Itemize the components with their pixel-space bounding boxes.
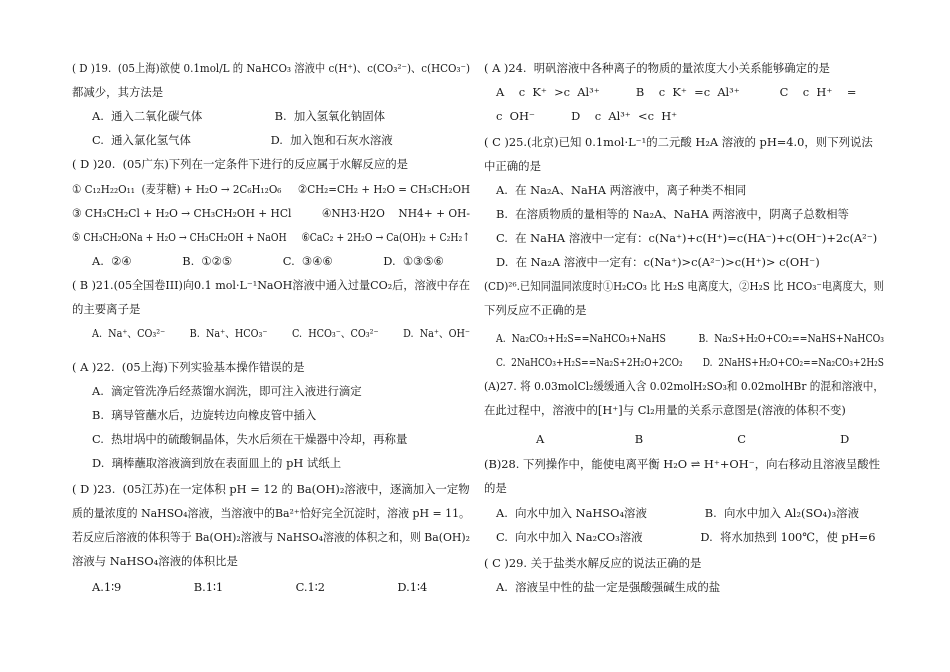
text-line — [72, 301, 140, 317]
text-line-content: C. 向水中加入 Na₂CO₃溶液 D. 将水加热到 100℃，使 pH=6 — [496, 530, 876, 544]
text-line-content: C. 2NaHCO₃+H₂S==Na₂S+2H₂O+2CO₂ D. 2NaHS+H₂O+CO₂==Na₂CO₃+2H₂S — [496, 355, 884, 369]
text-line — [496, 579, 720, 595]
text-line — [72, 229, 558, 245]
text-line — [484, 555, 701, 571]
text-line — [496, 108, 677, 124]
text-line — [496, 84, 856, 100]
text-line-content: 下列反应不正确的是 — [484, 303, 587, 317]
text-line-content: A. 滴定管洗净后经蒸馏水润洗，即可注入液进行滴定 — [92, 384, 362, 398]
text-line — [496, 230, 877, 246]
text-line-content: 中正确的是 — [484, 159, 541, 173]
text-line-content: C. 通入氯化氢气体 D. 加入饱和石灰水溶液 — [92, 133, 393, 147]
text-line-content: C. 热坩埚中的硫酸铜晶体，失水后须在干燥器中冷却，再称量 — [92, 432, 408, 446]
text-line-content: ① C₁₂H₂₂O₁₁ (麦芽糖) + H₂O → 2C₆H₁₂O₆ ②CH₂=CH₂ + H₂O = CH₃CH₂OH — [72, 182, 470, 196]
text-line — [72, 156, 408, 172]
text-line-content: ( A )22. (05上海)下列实验基本操作错误的是 — [72, 360, 305, 374]
text-line — [72, 60, 512, 76]
text-line — [72, 529, 489, 545]
text-line — [92, 383, 362, 399]
text-line-content: A. ②④ B. ①②⑤ C. ③④⑥ D. ①③⑤⑥ — [92, 254, 444, 268]
text-line-content: ( D )19. (05上海)欲使 0.1mol/L 的 NaHCO₃ 溶液中 c(H⁺)、c(CO₃²⁻)、c(HCO₃⁻) — [72, 61, 471, 75]
text-line-content: A. Na₂CO₃+H₂S==NaHCO₃+NaHS B. Na₂S+H₂O+CO₂==NaHS+NaHCO₃ — [496, 331, 884, 345]
text-line — [496, 254, 820, 270]
text-line-content: A. 通入二氧化碳气体 B. 加入氢氧化钠固体 — [92, 109, 385, 123]
text-line — [72, 277, 480, 293]
text-line-content: A. Na⁺、CO₃²⁻ B. Na⁺、HCO₃⁻ C. HCO₃⁻、CO₃²⁻ D. Na⁺、OH⁻ — [92, 326, 471, 340]
text-line-content: ( C )25.(北京)已知 0.1mol·L⁻¹的二元酸 H₂A 溶液的 pH=4.0，则下列说法 — [484, 135, 873, 149]
text-line — [72, 553, 238, 569]
text-line-content: D. 璃棒蘸取溶液滴到放在表面皿上的 pH 试纸上 — [92, 456, 342, 470]
text-line — [496, 182, 746, 198]
text-line-content: 质的量浓度的 NaHSO₄溶液，当溶液中的Ba²⁺恰好完全沉淀时，溶液 pH = 11。 — [72, 506, 470, 520]
text-line-content: B. 璃导管蘸水后，边旋转边向橡皮管中插入 — [92, 408, 317, 422]
text-line — [496, 354, 950, 370]
text-line-content: ⑤ CH₃CH₂ONa + H₂O → CH₃CH₂OH + NaOH ⑥CaC₂ + 2H₂O → Ca(OH)₂ + C₂H₂↑ — [72, 230, 471, 244]
text-line — [484, 456, 880, 472]
text-line — [496, 505, 859, 521]
text-line-content: A. 在 Na₂A、NaHA 两溶液中，离子种类不相同 — [496, 183, 747, 197]
text-line — [484, 302, 587, 318]
text-line-content: ( C )29. 关于盐类水解反应的说法正确的是 — [484, 556, 702, 570]
text-line — [72, 505, 487, 521]
text-line-content: A c K⁺ >c Al³⁺ B c K⁺ =c Al³⁺ C c H⁺ = — [496, 85, 857, 99]
text-line — [484, 378, 914, 394]
text-line-content: ③ CH₃CH₂Cl + H₂O → CH₃CH₂OH + HCl ④NH3·H2O NH4+ + OH- — [72, 206, 470, 220]
text-line-content: D. 在 Na₂A 溶液中一定有：c(Na⁺)>c(A²⁻)>c(H⁺)> c(OH⁻) — [496, 255, 820, 269]
text-line — [72, 205, 498, 221]
text-line-content: ( A )24. 明矾溶液中各种离子的物质的量浓度大小关系能够确定的是 — [484, 61, 830, 75]
text-line — [72, 84, 163, 100]
text-line — [496, 206, 849, 222]
text-line-content: A B C D — [536, 432, 850, 446]
text-line — [484, 158, 541, 174]
text-line-content: (CD)²⁶.已知同温同浓度时①H₂CO₃ 比 H₂S 电离度大，②H₂S 比 HCO₃⁻电离度大，则 — [484, 279, 884, 293]
text-line — [484, 60, 830, 76]
text-line-content: (A)27. 将 0.03molCl₂缓缓通入含 0.02molH₂SO₃和 0.02molHBr 的混和溶液中， — [484, 379, 884, 393]
text-line-content: A. 向水中加入 NaHSO₄溶液 B. 向水中加入 Al₂(SO₄)₃溶液 — [496, 506, 859, 520]
text-line-content: ( D )20. (05广东)下列在一定条件下进行的反应属于水解反应的是 — [72, 157, 408, 171]
text-line-content: A.1∶9 B.1∶1 C.1∶2 D.1∶4 — [92, 580, 428, 594]
text-line — [92, 132, 393, 148]
text-line — [72, 481, 470, 497]
text-line — [92, 253, 444, 269]
text-line-content: 的主要离子是 — [72, 302, 141, 316]
text-line — [92, 455, 341, 471]
text-line — [496, 529, 875, 545]
text-line — [484, 402, 846, 418]
text-line — [72, 359, 305, 375]
text-line — [92, 325, 539, 341]
text-line — [484, 134, 873, 150]
text-line-content: ( B )21.(05全国卷III)向0.1 mol·L⁻¹NaOH溶液中通入过量CO₂后，溶液中存在 — [72, 278, 470, 292]
text-line — [72, 181, 510, 197]
text-line-content: C. 在 NaHA 溶液中一定有：c(Na⁺)+c(H⁺)=c(HA⁻)+c(OH⁻)+2c(A²⁻) — [496, 231, 878, 245]
text-line-content: ( D )23. (05江苏)在一定体积 pH = 12 的 Ba(OH)₂溶液中，逐滴加入一定物 — [72, 482, 470, 496]
text-line-content: c OH⁻ D c Al³⁺ <c H⁺ — [496, 109, 678, 123]
text-line — [92, 579, 427, 595]
text-line-content: 的是 — [484, 481, 507, 495]
text-line — [536, 431, 849, 447]
text-line-content: B. 在溶质物质的量相等的 Na₂A、NaHA 两溶液中，阴离子总数相等 — [496, 207, 849, 221]
text-line-content: A. 溶液呈中性的盐一定是强酸强碱生成的盐 — [496, 580, 721, 594]
text-line — [92, 431, 407, 447]
text-line-content: 溶液与 NaHSO₄溶液的体积比是 — [72, 554, 238, 568]
text-line — [484, 480, 507, 496]
text-line — [496, 330, 950, 346]
text-line — [92, 108, 385, 124]
text-line — [484, 278, 924, 294]
text-line-content: 若反应后溶液的体积等于 Ba(OH)₂溶液与 NaHSO₄溶液的体积之和，则 Ba(OH)₂ — [72, 530, 471, 544]
text-line-content: (B)28. 下列操作中，能使电离平衡 H₂O ⇌ H⁺+OH⁻，向右移动且溶液呈酸性 — [484, 457, 880, 471]
text-line-content: 都减少，其方法是 — [72, 85, 164, 99]
text-line-content: 在此过程中，溶液中的[H⁺]与 Cl₂用量的关系示意图是(溶液的体积不变) — [484, 403, 846, 417]
text-line — [92, 407, 316, 423]
